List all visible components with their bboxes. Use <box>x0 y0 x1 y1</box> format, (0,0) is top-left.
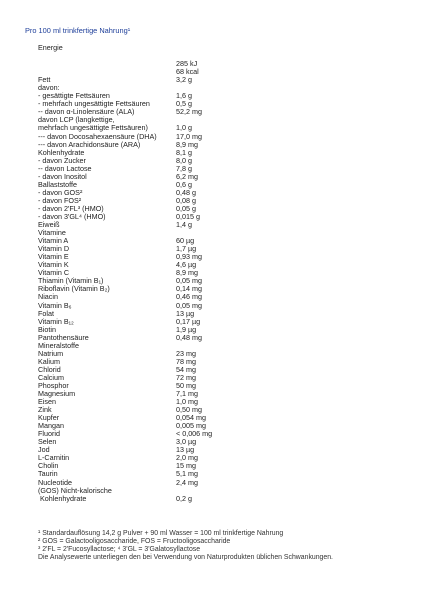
nutrient-label: davon LCP (langkettige, <box>38 115 115 125</box>
nutrient-row <box>38 173 398 181</box>
nutrient-row <box>38 326 398 334</box>
nutrient-label: Jod <box>38 445 50 455</box>
nutrient-row <box>38 157 398 165</box>
nutrient-row <box>38 438 398 446</box>
nutrient-value: 0,05 mg <box>176 276 202 286</box>
nutrient-label: Vitamin D <box>38 244 70 254</box>
nutrient-row <box>38 374 398 382</box>
nutrient-value: 7,1 mg <box>176 389 198 399</box>
nutrient-row <box>38 414 398 422</box>
footnote: Die Analysewerte unterliegen den bei Verwendung von Naturprodukten üblichen Schwankungen. <box>38 554 333 562</box>
nutrient-value: 0,015 g <box>176 211 200 221</box>
nutrient-label: Riboflavin (Vitamin B₂) <box>38 284 110 294</box>
nutrient-row <box>38 495 398 503</box>
nutrient-label: - gesättigte Fettsäuren <box>38 91 110 101</box>
nutrient-label: - davon Inositol <box>38 171 87 181</box>
nutrient-value: 54 mg <box>176 364 196 374</box>
nutrient-value: 72 mg <box>176 372 196 382</box>
nutrient-row <box>38 342 398 350</box>
nutrient-label: - davon 3'GL⁴ (HMO) <box>38 211 106 221</box>
nutrient-row <box>38 253 398 261</box>
nutrient-row <box>38 430 398 438</box>
nutrient-label: Cholin <box>38 461 59 471</box>
nutrient-row <box>38 302 398 310</box>
nutrient-value: 0,17 µg <box>176 316 201 326</box>
nutrient-row <box>38 213 398 221</box>
nutrient-row <box>38 454 398 462</box>
nutrient-label: Phosphor <box>38 380 69 390</box>
nutrient-label: Folat <box>38 308 54 318</box>
nutrient-value: 0,5 g <box>176 99 192 109</box>
nutrient-row <box>38 44 398 52</box>
nutrient-label: Fett <box>38 75 51 85</box>
nutrient-value: 23 mg <box>176 348 196 358</box>
nutrient-label: Mangan <box>38 421 64 431</box>
nutrient-value: 0,48 mg <box>176 332 202 342</box>
nutrient-value: 13 µg <box>176 308 195 318</box>
nutrient-value: 1,4 g <box>176 220 192 230</box>
nutrient-value: 0,6 g <box>176 179 192 189</box>
nutrient-label: Natrium <box>38 348 64 358</box>
nutrient-value: 0,054 mg <box>176 413 206 423</box>
nutrient-value: 52,2 mg <box>176 107 202 117</box>
nutrient-value: 0,93 mg <box>176 252 202 262</box>
nutrient-row <box>38 350 398 358</box>
nutrient-row <box>38 261 398 269</box>
nutrient-label: Calcium <box>38 372 64 382</box>
nutrient-label: --- davon Docosahexaensäure (DHA) <box>38 131 157 141</box>
nutrient-label: Taurin <box>38 469 58 479</box>
nutrient-label: Chlorid <box>38 364 61 374</box>
nutrient-label: davon: <box>38 83 60 93</box>
nutrient-label: Fluorid <box>38 429 60 439</box>
nutrient-label: Eisen <box>38 397 56 407</box>
nutrient-label: Vitamin K <box>38 260 69 270</box>
nutrient-label: (GOS) Nicht-kalorische <box>38 485 112 495</box>
nutrient-value: 1,0 mg <box>176 397 198 407</box>
nutrient-row <box>38 237 398 245</box>
nutrient-value: < 0,006 mg <box>176 429 213 439</box>
nutrient-row <box>38 462 398 470</box>
nutrient-value: 1,0 g <box>176 123 192 133</box>
nutrient-value: 1,9 µg <box>176 324 197 334</box>
nutrient-row <box>38 60 398 68</box>
nutrient-row <box>38 470 398 478</box>
nutrient-label: - davon FOS² <box>38 195 82 205</box>
footnotes <box>38 530 333 562</box>
nutrient-label: Niacin <box>38 292 58 302</box>
nutrient-label: Vitamin B₆ <box>38 300 72 310</box>
nutrient-label: - mehrfach ungesättigte Fettsäuren <box>38 99 150 109</box>
nutrient-value: 8,1 g <box>176 147 192 157</box>
footnote: ² GOS = Galactooligosaccharide, FOS = Fructooligosaccharide <box>38 538 231 546</box>
nutrient-label: Nucleotide <box>38 477 72 487</box>
nutrient-row <box>38 406 398 414</box>
nutrient-row <box>38 318 398 326</box>
nutrient-row <box>38 165 398 173</box>
nutrient-row <box>38 181 398 189</box>
nutrient-row <box>38 76 398 84</box>
nutrient-value: 8,0 g <box>176 155 192 165</box>
nutrient-label: Vitamin E <box>38 252 69 262</box>
nutrient-row <box>38 382 398 390</box>
nutrient-row <box>38 221 398 229</box>
nutrient-value: 3,0 µg <box>176 437 197 447</box>
nutrient-value: 1,7 µg <box>176 244 197 254</box>
nutrient-row <box>38 141 398 149</box>
nutrient-label: Selen <box>38 437 57 447</box>
nutrient-row <box>38 390 398 398</box>
nutrient-row <box>38 68 398 76</box>
nutrient-value: 0,50 mg <box>176 405 202 415</box>
nutrition-table <box>38 44 398 503</box>
nutrient-value: 285 kJ <box>176 59 198 69</box>
nutrient-value: 60 µg <box>176 236 195 246</box>
nutrient-label: Pantothensäure <box>38 332 89 342</box>
nutrient-value: 17,0 mg <box>176 131 202 141</box>
nutrient-value: 8,9 mg <box>176 139 198 149</box>
nutrient-value: 0,05 g <box>176 203 196 213</box>
nutrient-value: 3,2 g <box>176 75 192 85</box>
nutrient-label: --- davon Arachidonsäure (ARA) <box>38 139 141 149</box>
nutrient-label: Thiamin (Vitamin B₁) <box>38 276 104 286</box>
nutrient-value: 7,8 g <box>176 163 192 173</box>
nutrient-value: 0,08 g <box>176 195 196 205</box>
nutrient-value: 50 mg <box>176 380 196 390</box>
nutrient-label: Mineralstoffe <box>38 340 80 350</box>
nutrient-value: 6,2 mg <box>176 171 198 181</box>
nutrient-value: 15 mg <box>176 461 196 471</box>
nutrient-value: 0,2 g <box>176 493 192 503</box>
nutrient-label: Biotin <box>38 324 56 334</box>
nutrient-label: - davon Zucker <box>38 155 86 165</box>
nutrient-value: 5,1 mg <box>176 469 198 479</box>
nutrient-label: Vitamin A <box>38 236 69 246</box>
nutrient-value: 0,005 mg <box>176 421 206 431</box>
nutrient-row <box>38 487 398 495</box>
nutrient-row <box>38 334 398 342</box>
nutrient-row <box>38 293 398 301</box>
nutrient-value: 4,6 µg <box>176 260 197 270</box>
nutrient-label: Energie <box>38 43 63 52</box>
nutrient-label: Ballaststoffe <box>38 179 78 189</box>
nutrient-row <box>38 422 398 430</box>
nutrient-label: Zink <box>38 405 52 415</box>
nutrient-label: Kohlenhydrate <box>40 493 87 503</box>
nutrient-label: Eiweiß <box>38 220 60 230</box>
footnote: ¹ Standardauflösung 14,2 g Pulver + 90 ml Wasser = 100 ml trinkfertige Nahrung <box>38 530 284 537</box>
nutrient-value: 1,6 g <box>176 91 192 101</box>
nutrient-label: - davon 2'FL³ (HMO) <box>38 203 104 213</box>
nutrient-value: 0,46 mg <box>176 292 202 302</box>
nutrient-value: 78 mg <box>176 356 196 366</box>
nutrient-label: Vitamine <box>38 228 66 238</box>
nutrient-label: Vitamin B₁₂ <box>38 316 74 326</box>
nutrient-label: -- davon α-Linolensäure (ALA) <box>38 107 135 117</box>
nutrient-label: -- davon Lactose <box>38 163 92 173</box>
nutrient-label: - davon GOS² <box>38 187 83 197</box>
footnote: ³ 2'FL = 2'Fucosyllactose; ⁴ 3'GL = 3'Galatosyllactose <box>38 546 201 554</box>
nutrient-value: 8,9 mg <box>176 268 198 278</box>
nutrient-label: Vitamin C <box>38 268 70 278</box>
nutrient-row <box>38 398 398 406</box>
nutrient-label: Kohlenhydrate <box>38 147 85 157</box>
nutrient-row <box>38 446 398 454</box>
nutrient-label: Kupfer <box>38 413 60 423</box>
nutrient-row <box>38 366 398 374</box>
nutrient-row <box>38 310 398 318</box>
nutrient-value: 2,0 mg <box>176 453 198 463</box>
table-title: Pro 100 ml trinkfertige Nahrung¹ <box>25 26 131 35</box>
nutrient-row <box>38 285 398 293</box>
nutrient-row <box>38 52 398 60</box>
nutrient-value: 0,14 mg <box>176 284 202 294</box>
nutrient-row <box>38 149 398 157</box>
nutrient-label: Kalium <box>38 356 60 366</box>
nutrient-value: 0,05 mg <box>176 300 202 310</box>
nutrient-row <box>38 245 398 253</box>
nutrient-value: 0,48 g <box>176 187 196 197</box>
nutrient-value: 68 kcal <box>176 67 199 77</box>
nutrient-row <box>38 229 398 237</box>
nutrient-label: Magnesium <box>38 389 76 399</box>
nutrient-row <box>38 358 398 366</box>
nutrient-row <box>38 189 398 197</box>
nutrient-value: 13 µg <box>176 445 195 455</box>
nutrient-value: 2,4 mg <box>176 477 198 487</box>
nutrient-label: mehrfach ungesättigte Fettsäuren) <box>38 123 148 133</box>
nutrient-label: L-Carnitin <box>38 453 70 463</box>
